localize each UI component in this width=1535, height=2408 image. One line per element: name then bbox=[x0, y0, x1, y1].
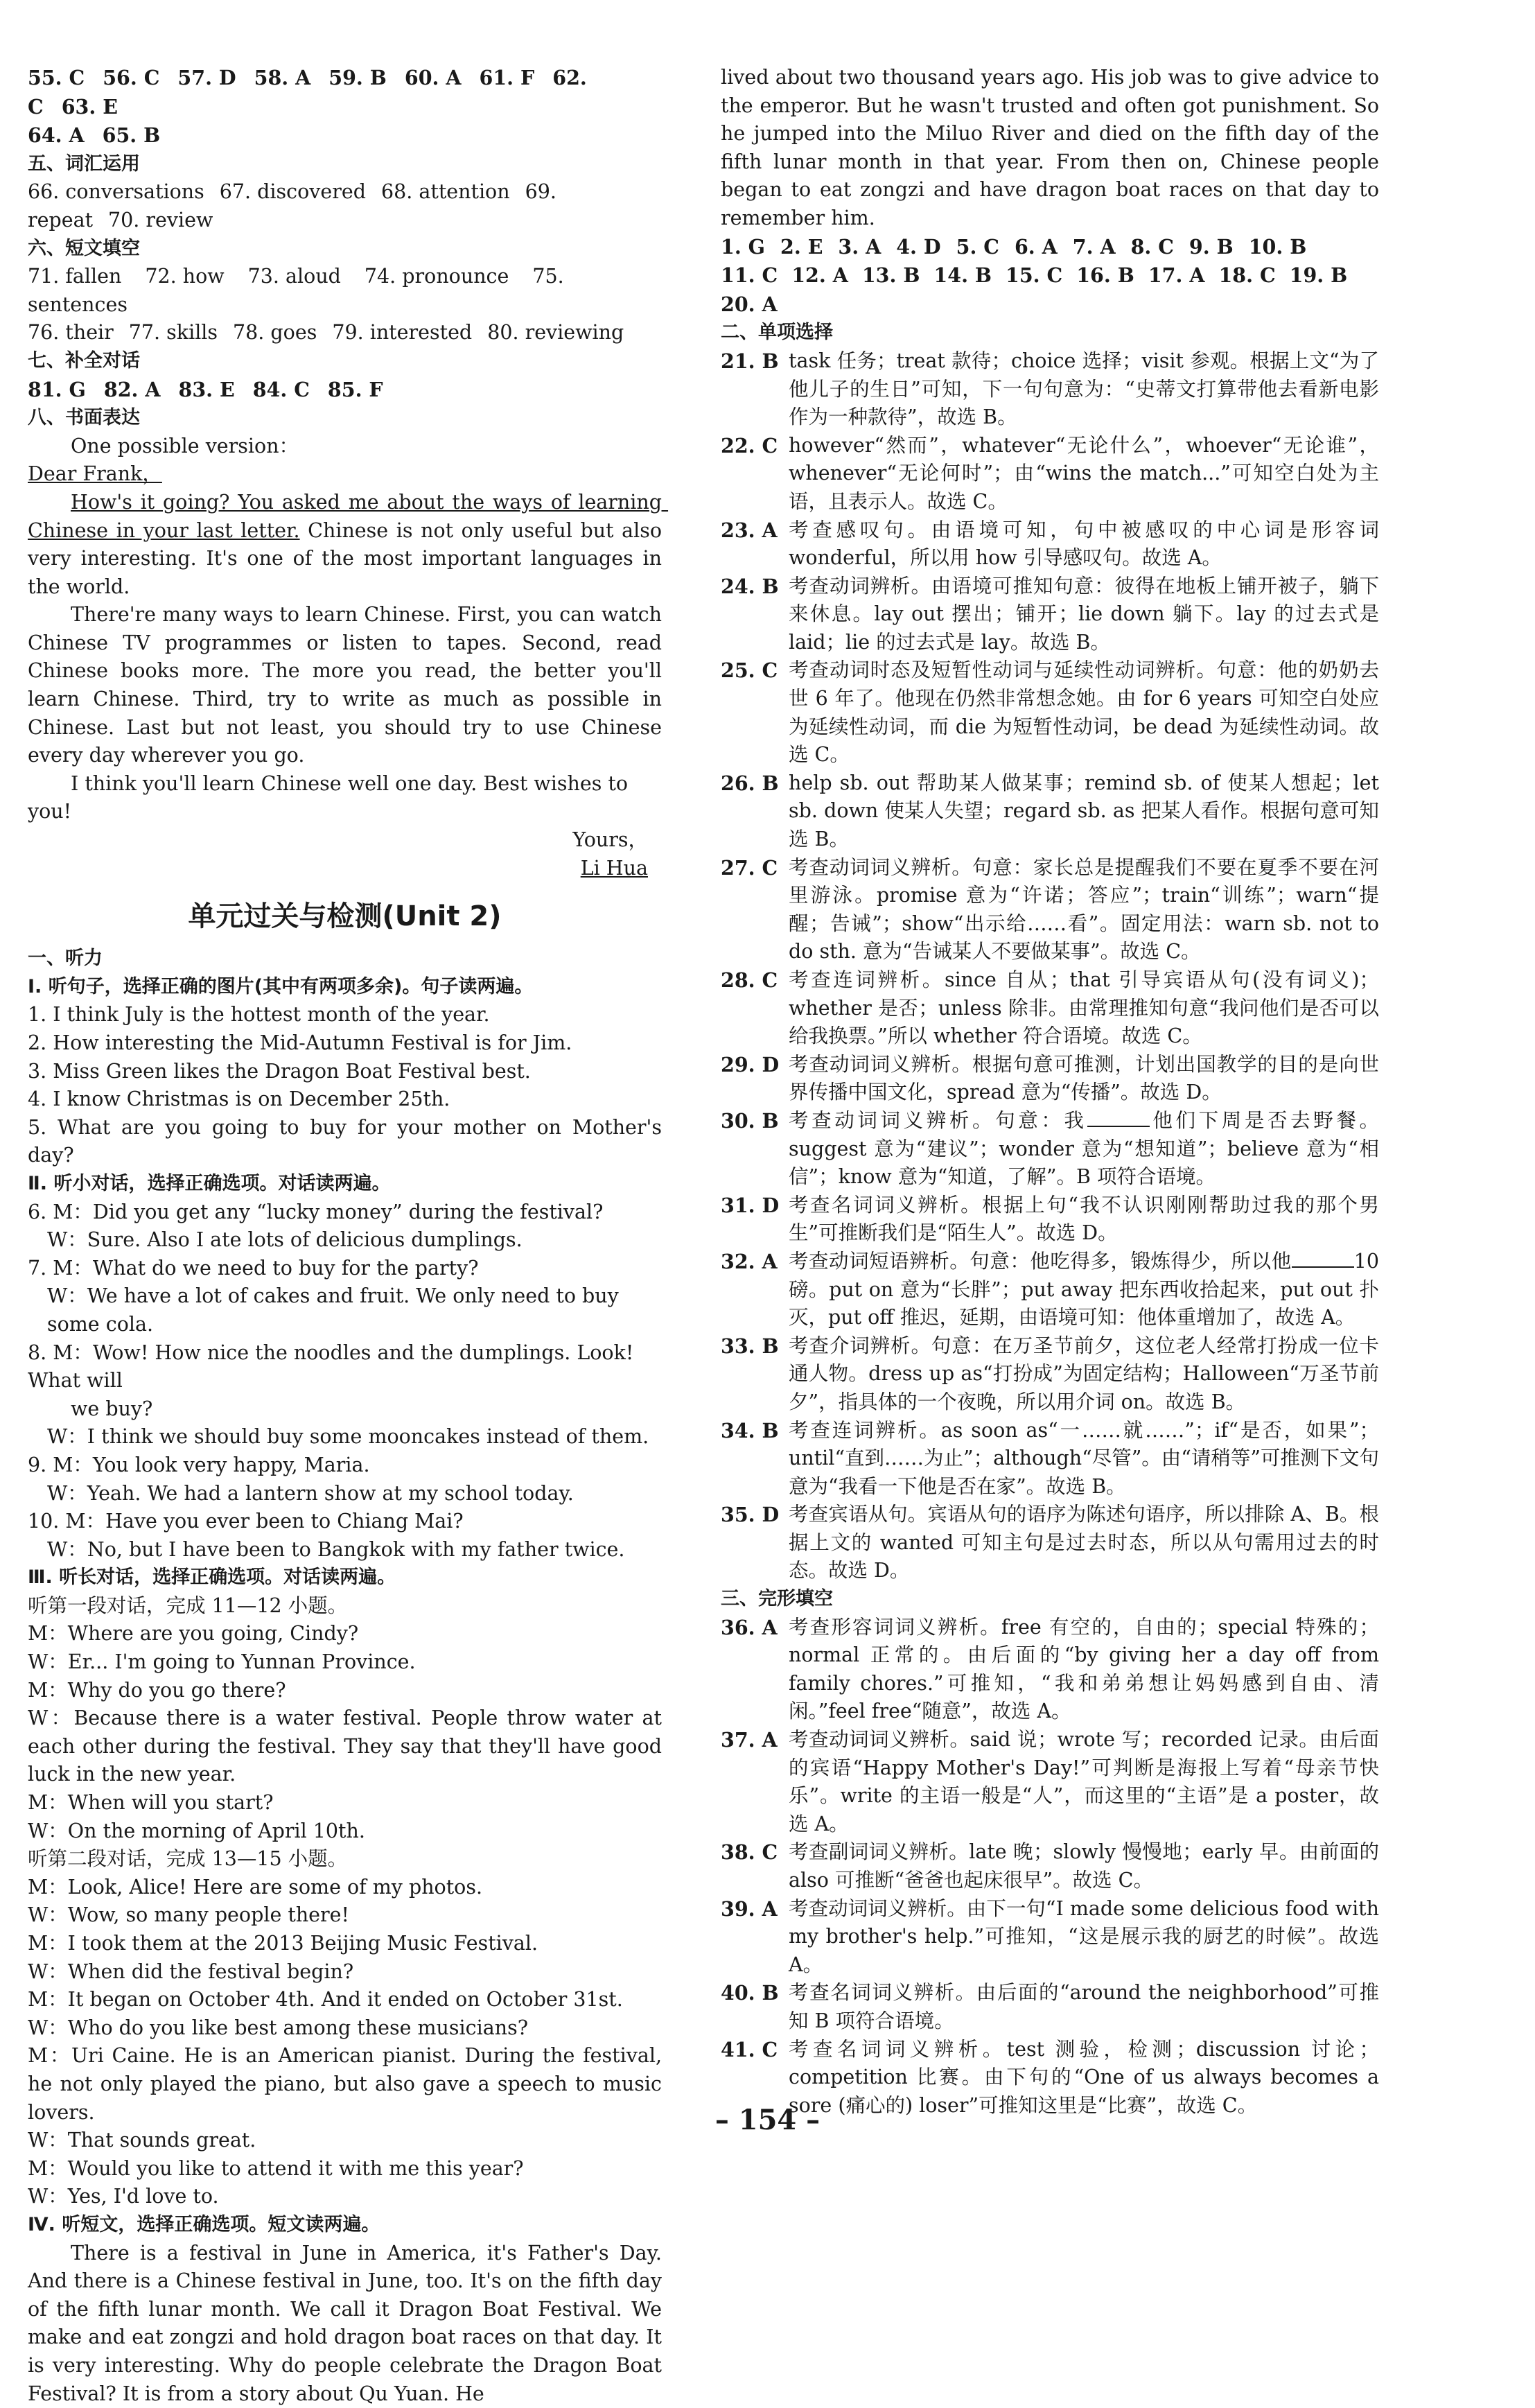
explanation-item bbox=[721, 1838, 1386, 1894]
item-number: 22. C bbox=[721, 433, 778, 457]
item-number: 34. B bbox=[721, 1418, 779, 1442]
answer-item: 84. C bbox=[252, 377, 310, 401]
explanation-list bbox=[721, 1614, 1386, 2120]
dialog-line: W：Because there is a water festival. People throw water at each other during the festival. They say that they'll have good luck in the new year. bbox=[28, 1707, 669, 1786]
answer-row bbox=[28, 64, 662, 121]
item-number: 35. D bbox=[721, 1503, 780, 1527]
item-text: 考查动词时态及短暂性动词与延续性动词辨析。句意：他的奶奶去世 6 年了。他现在仍然非常想念她。由 for 6 years 可知空白处应为延续性动词，而 die 为短暂性动词，be dead 为延续性动词。故选 C。 bbox=[789, 658, 1379, 767]
item-text: 考查动词词义辨析。said 说；wrote 写；recorded 记录。由后面的宾语“Happy Mother's Day!”可判断是海报上写着“母亲节快乐”。write 的主语一般是“人”，而这里的“主语”是 a poster，故选 A。 bbox=[789, 1728, 1379, 1835]
listening-sentence: 1. I think July is the hottest month of the year. bbox=[28, 1003, 490, 1027]
item-number: 25. C bbox=[721, 658, 778, 683]
item-text: task 任务；treat 款待；choice 选择；visit 参观。根据上文“为了他儿子的生日”可知，下一句句意为：“史蒂文打算带他去看新电影作为一种款待”，故选 B。 bbox=[789, 349, 1379, 429]
answer-item: 72. how bbox=[145, 265, 225, 288]
essay-underlined: How's it going? You asked me about the ways of learning Chinese in your last letter. bbox=[28, 490, 669, 542]
essay-signature: Li Hua bbox=[580, 856, 648, 880]
item-number: 39. A bbox=[721, 1896, 778, 1921]
explanation-item bbox=[721, 966, 1379, 1051]
answer-item: 70. review bbox=[108, 208, 213, 232]
answer-row bbox=[28, 376, 662, 405]
item-number: 36. A bbox=[721, 1615, 778, 1639]
section-heading: 二、单项选择 bbox=[721, 322, 833, 344]
explanation-list bbox=[721, 1332, 1379, 1585]
answer-item: 1. G bbox=[721, 234, 766, 259]
item-text: 考查动词词义辨析。句意：家长总是提醒我们不要在夏季不要在河里游泳。promise 意为“许诺；答应”；train“训练”；warn“提醒；告诫”；show“出示给……看”。固定用法：warn sb. not to do sth. 意为“告诫某人不要做某事”。故选 C。 bbox=[789, 855, 1386, 963]
answer-row bbox=[721, 290, 1379, 320]
dialog-intro: 听第二段对话，完成 13—15 小题。 bbox=[28, 1847, 348, 1871]
listening-passage: There is a festival in June in America, it's Father's Day. And there is a Chinese festival in June, too. It's on the fifth day of the fifth lunar month. We call it Dragon Boat Festival. We make and eat zongzi and hold dragon boat races on that day. It is very interesting. Why do people celebrate the Dragon Boat Festival? It is from a story about Qu Yuan. He bbox=[28, 2241, 669, 2405]
part-heading: Ⅱ. 听小对话，选择正确选项。对话读两遍。 bbox=[28, 1172, 391, 1194]
answer-item: 60. A bbox=[404, 66, 462, 89]
item-number: 30. B bbox=[721, 1108, 779, 1133]
item-number: 31. D bbox=[721, 1193, 780, 1217]
item-text-pre: 考查动词短语辨析。句意：他吃得多，锻炼得少，所以他 bbox=[789, 1249, 1292, 1273]
explanation-item bbox=[721, 656, 1379, 769]
explanation-item bbox=[721, 1107, 1379, 1192]
answer-item: 2. E bbox=[780, 234, 823, 259]
part-heading: Ⅲ. 听长对话，选择正确选项。对话读两遍。 bbox=[28, 1567, 396, 1589]
answer-item: 62. C bbox=[28, 66, 594, 119]
explanation-item bbox=[721, 1501, 1379, 1585]
dialog-line: W：I think we should buy some mooncakes instead of them. bbox=[47, 1425, 649, 1449]
answer-item: 16. B bbox=[1076, 263, 1134, 288]
explanation-item bbox=[721, 1192, 1379, 1248]
left-column bbox=[28, 64, 669, 2408]
answer-item: 55. C bbox=[28, 66, 85, 89]
right-column bbox=[721, 64, 1386, 2120]
answer-item: 20. A bbox=[721, 292, 778, 316]
item-text: 考查动词词义辨析。由下一句“I made some delicious food with my brother's help.”可推知，“这是展示我的厨艺的时候”。故选 A。 bbox=[789, 1896, 1386, 1976]
dialog-line: 9. M：You look very happy, Maria. bbox=[28, 1453, 370, 1476]
answer-item: 9. B bbox=[1188, 234, 1234, 259]
item-text: however“然而”，whatever“无论什么”，whoever“无论谁”，whenever“无论何时”；由“wins the match...”可知空白处为主语，且表示人。故选 C。 bbox=[789, 433, 1379, 513]
answer-item: 66. conversations bbox=[28, 180, 204, 204]
answer-item: 12. A bbox=[791, 263, 848, 288]
dialog-line: W：Who do you like best among these musicians? bbox=[28, 2016, 528, 2039]
answer-item: 19. B bbox=[1289, 263, 1348, 288]
answer-item: 83. E bbox=[178, 377, 235, 401]
answer-item: 17. A bbox=[1148, 263, 1205, 288]
item-text: 考查动词辨析。由语境可推知句意：彼得在地板上铺开被子，躺下来休息。lay out 摆出；铺开；lie down 躺下。lay 的过去式是 laid；lie 的过去式是 lay。故选 B。 bbox=[789, 574, 1386, 654]
dialog-line: 8. M：Wow! How nice the noodles and the dumplings. Look! What will bbox=[28, 1341, 640, 1393]
answer-item: 79. interested bbox=[332, 321, 473, 344]
item-number: 26. B bbox=[721, 771, 779, 795]
item-number: 40. B bbox=[721, 1981, 779, 2005]
answer-row bbox=[28, 121, 662, 150]
section-heading: 八、书面表达 bbox=[28, 407, 140, 429]
page-number: – 154 – bbox=[714, 2104, 821, 2136]
explanation-item bbox=[721, 1332, 1379, 1417]
explanation-item bbox=[721, 347, 1379, 432]
item-text: 考查介词辨析。句意：在万圣节前夕，这位老人经常打扮成一位卡通人物。dress up as“打扮成”为固定结构；Halloween“万圣节前夕”，指具体的一个夜晚，所以用介词 on。故选 B。 bbox=[789, 1334, 1379, 1413]
dialog-line: M：Look, Alice! Here are some of my photos. bbox=[28, 1875, 483, 1899]
explanation-item bbox=[721, 854, 1386, 966]
dialog-line: 10. M：Have you ever been to Chiang Mai? bbox=[28, 1510, 464, 1533]
dialog-list bbox=[28, 1198, 662, 1564]
dialog-line: 6. M：Did you get any “lucky money” during the festival? bbox=[28, 1200, 604, 1223]
essay-paragraph: There're many ways to learn Chinese. First, you can watch Chinese TV programmes or listen to tapes. Second, read Chinese books more. The more you read, the better you'll learn Chinese. Third, try to write as much as possible in Chinese. Last but not least, you should try to use Chinese every day wherever you go. bbox=[28, 603, 669, 767]
item-number: 37. A bbox=[721, 1728, 778, 1752]
answer-item: 10. B bbox=[1248, 234, 1307, 259]
dialog-line: W：Er... I'm going to Yunnan Province. bbox=[28, 1650, 416, 1674]
item-text: 考查连词辨析。since 自从；that 引导宾语从句(没有词义)；whether 是否；unless 除非。由常理推知句意“我问他们是否可以给我换票。”所以 whether 符合语境。故选 C。 bbox=[789, 968, 1379, 1048]
answer-item: 73. aloud bbox=[247, 265, 341, 288]
explanation-item bbox=[721, 1895, 1386, 1980]
explanation-item bbox=[721, 1248, 1386, 1332]
item-text: 考查动词词义辨析。根据句意可推测，计划出国教学的目的是向世界传播中国文化，spread 意为“传播”。故选 D。 bbox=[789, 1052, 1379, 1104]
answer-item: 75. sentences bbox=[28, 265, 570, 316]
explanation-item bbox=[721, 1051, 1379, 1107]
dialog-line: M：It began on October 4th. And it ended on October 31st. bbox=[28, 1988, 623, 2012]
answer-item: 18. C bbox=[1218, 263, 1276, 288]
dialog-line: we buy? bbox=[71, 1397, 153, 1420]
answer-item: 4. D bbox=[896, 234, 941, 259]
answer-item: 6. A bbox=[1014, 234, 1058, 259]
explanation-item bbox=[721, 769, 1386, 854]
item-number: 27. C bbox=[721, 855, 778, 880]
item-number: 29. D bbox=[721, 1052, 780, 1076]
answer-blank bbox=[1087, 1126, 1150, 1127]
item-text bbox=[789, 1248, 1386, 1332]
item-text-pre: 考查动词词义辨析。句意：我 bbox=[789, 1108, 1087, 1132]
listening-sentence: 3. Miss Green likes the Dragon Boat Festival best. bbox=[28, 1059, 531, 1083]
listening-sentence: 2. How interesting the Mid-Autumn Festival is for Jim. bbox=[28, 1031, 572, 1054]
item-number: 33. B bbox=[721, 1334, 779, 1358]
part-heading: Ⅰ. 听句子，选择正确的图片(其中有两项多余)。句子读两遍。 bbox=[28, 975, 534, 997]
item-text: 考查宾语从句。宾语从句的语序为陈述句语序，所以排除 A、B。根据上文的 wanted 可知主句是过去时态，所以从句需用过去的时态。故选 D。 bbox=[789, 1503, 1379, 1582]
answer-item: 65. B bbox=[102, 123, 161, 148]
answer-row bbox=[28, 178, 662, 234]
item-text: 考查感叹句。由语境可知，句中被感叹的中心词是形容词 wonderful，所以用 how 引导感叹句。故选 A。 bbox=[789, 518, 1386, 570]
explanation-item bbox=[721, 432, 1379, 516]
sentence-list bbox=[28, 1001, 669, 1170]
explanation-item bbox=[721, 1417, 1379, 1501]
answer-row bbox=[28, 263, 662, 319]
dialog-line: W：Sure. Also I ate lots of delicious dumplings. bbox=[47, 1228, 523, 1252]
dialog-line: W：That sounds great. bbox=[28, 2129, 256, 2152]
section-heading: 三、完形填空 bbox=[721, 1588, 833, 1610]
item-number: 38. C bbox=[721, 1840, 778, 1865]
unit-title: 单元过关与检测(Unit 2) bbox=[188, 900, 502, 933]
item-text bbox=[789, 1107, 1379, 1192]
dialog-line: 7. M：What do we need to buy for the party? bbox=[28, 1256, 479, 1280]
answer-item: 78. goes bbox=[233, 321, 317, 344]
answer-row bbox=[721, 261, 1379, 290]
dialog-line: M：I took them at the 2013 Beijing Music Festival. bbox=[28, 1932, 538, 1955]
item-number: 21. B bbox=[721, 349, 779, 373]
answer-item: 63. E bbox=[61, 94, 118, 119]
item-number: 24. B bbox=[721, 574, 779, 598]
answer-item: 81. G bbox=[28, 377, 86, 401]
explanation-item bbox=[721, 1614, 1386, 1726]
explanation-list bbox=[721, 347, 1386, 1107]
dialog-line: W：When did the festival begin? bbox=[28, 1960, 354, 1983]
dialog-list bbox=[28, 1874, 669, 2211]
item-text: 考查名词词义辨析。由后面的“around the neighborhood”可推知 B 项符合语境。 bbox=[789, 1981, 1379, 2032]
essay-greeting: Dear Frank， bbox=[28, 462, 162, 486]
item-number: 23. A bbox=[721, 518, 778, 542]
answer-item: 56. C bbox=[103, 66, 160, 89]
answer-item: 71. fallen bbox=[28, 265, 122, 288]
answer-item: 7. A bbox=[1072, 234, 1116, 259]
answer-item: 69. repeat bbox=[28, 180, 563, 232]
explanation-item bbox=[721, 573, 1386, 657]
answer-item: 82. A bbox=[103, 377, 161, 401]
dialog-intro: 听第一段对话，完成 11—12 小题。 bbox=[28, 1594, 348, 1617]
answer-item: 11. C bbox=[721, 263, 778, 288]
section-heading: 七、补全对话 bbox=[28, 349, 140, 372]
item-text: help sb. out 帮助某人做某事；remind sb. of 使某人想起；let sb. down 使某人失望；regard sb. as 把某人看作。根据句意可知选 B。 bbox=[789, 771, 1386, 851]
answer-item: 68. attention bbox=[380, 180, 510, 204]
dialog-line: W：Yes, I'd love to. bbox=[28, 2185, 219, 2208]
answer-item: 61. F bbox=[479, 66, 535, 89]
dialog-line: W：We have a lot of cakes and fruit. We only need to buy some cola. bbox=[47, 1284, 625, 1336]
answer-row bbox=[721, 233, 1379, 262]
item-number: 28. C bbox=[721, 968, 778, 992]
answer-item: 8. C bbox=[1130, 234, 1174, 259]
item-text-post: 10 磅。put on 意为“长胖”；put away 把东西收拾起来，put out 扑灭，put off 推迟，延期，由语境可知：他体重增加了，故选 A。 bbox=[789, 1249, 1386, 1329]
answer-item: 57. D bbox=[177, 66, 236, 89]
dialog-line: W：On the morning of April 10th. bbox=[28, 1819, 365, 1842]
item-text: 考查副词词义辨析。late 晚；slowly 慢慢地；early 早。由前面的 also 可推断“爸爸也起床很早”。故选 C。 bbox=[789, 1840, 1386, 1892]
answer-item: 64. A bbox=[28, 123, 85, 148]
listening-passage-cont: lived about two thousand years ago. His job was to give advice to the emperor. But he wasn't trusted and often got punishment. So he jumped into the Miluo River and died on the fifth day of the fifth lunar month in that year. From then on, Chinese people began to eat zongzi and have dragon boat races on that day to remember him. bbox=[721, 66, 1386, 229]
answer-item: 76. their bbox=[28, 321, 114, 344]
essay-closing: Yours， bbox=[572, 828, 648, 852]
item-number: 41. C bbox=[721, 2037, 778, 2061]
dialog-line: W：No, but I have been to Bangkok with my father twice. bbox=[47, 1537, 625, 1561]
answer-item: 74. pronounce bbox=[364, 265, 509, 288]
answer-item: 85. F bbox=[327, 377, 383, 401]
item-text: 考查名词词义辨析。根据上句“我不认识刚刚帮助过我的那个男生”可推断我们是“陌生人”。故选 D。 bbox=[789, 1193, 1379, 1245]
listening-sentence: 5. What are you going to buy for your mother on Mother's day? bbox=[28, 1115, 669, 1167]
dialog-line: M：When will you start? bbox=[28, 1791, 274, 1815]
answer-item: 80. reviewing bbox=[487, 321, 624, 344]
dialog-line: M：Where are you going, Cindy? bbox=[28, 1622, 359, 1646]
explanation-item bbox=[721, 516, 1386, 573]
answer-item: 13. B bbox=[861, 263, 920, 288]
essay-version: One possible version： bbox=[71, 434, 299, 457]
dialog-line: W：Wow, so many people there! bbox=[28, 1903, 349, 1927]
item-number: 32. A bbox=[721, 1249, 778, 1273]
part-heading: Ⅳ. 听短文，选择正确选项。短文读两遍。 bbox=[28, 2213, 380, 2235]
answer-item: 77. skills bbox=[128, 321, 218, 344]
dialog-list bbox=[28, 1620, 669, 1845]
answer-item: 15. C bbox=[1006, 263, 1063, 288]
section-heading: 一、听力 bbox=[28, 948, 103, 970]
dialog-line: M：Why do you go there? bbox=[28, 1678, 286, 1702]
section-heading: 六、短文填空 bbox=[28, 237, 140, 259]
explanation-item bbox=[721, 1979, 1379, 2035]
answer-row bbox=[28, 319, 662, 347]
section-heading: 五、词汇运用 bbox=[28, 152, 140, 175]
answer-blank bbox=[1292, 1266, 1354, 1268]
answer-item: 59. B bbox=[328, 66, 387, 89]
essay-paragraph bbox=[28, 489, 669, 601]
answer-item: 3. A bbox=[838, 234, 881, 259]
item-text: 考查名词词义辨析。test 测验，检测；discussion 讨论；competition 比赛。由下句的“One of us always becomes a sore (痛心的) loser”可推知这里是“比赛”，故选 C。 bbox=[789, 2037, 1386, 2117]
answer-item: 5. C bbox=[956, 234, 999, 259]
essay-paragraph: I think you'll learn Chinese well one day. Best wishes to you! bbox=[28, 771, 635, 823]
item-text: 考查连词辨析。as soon as“一……就……”；if“是否，如果”；until“直到……为止”；although“尽管”。由“请稍等”可推测下文句意为“我看一下他是否在家”。故选 B。 bbox=[789, 1418, 1379, 1498]
listening-sentence: 4. I know Christmas is on December 25th. bbox=[28, 1088, 450, 1111]
answer-item: 14. B bbox=[933, 263, 992, 288]
answer-item: 67. discovered bbox=[219, 180, 366, 204]
essay-text: Chinese is not only useful but also very interesting. It's one of the most important languages in the world. bbox=[28, 518, 669, 598]
explanation-item bbox=[721, 1726, 1379, 1838]
dialog-line: W：Yeah. We had a lantern show at my school today. bbox=[47, 1481, 574, 1505]
dialog-line: M：Uri Caine. He is an American pianist. During the festival, he not only played the piano, but also gave a speech to music lovers. bbox=[28, 2044, 669, 2124]
item-text-post: 他们下周是否去野餐。suggest 意为“建议”；wonder 意为“想知道”；believe 意为“相信”；know 意为“知道，了解”。B 项符合语境。 bbox=[789, 1108, 1379, 1189]
item-text: 考查形容词词义辨析。free 有空的，自由的；special 特殊的；normal 正常的。由后面的“by giving her a day off from family chores.”可推知，“我和弟弟想让妈妈感到自由、清闲。”feel free“随意”，故选 A。 bbox=[789, 1615, 1386, 1723]
dialog-line: M：Would you like to attend it with me this year? bbox=[28, 2156, 524, 2180]
answer-item: 58. A bbox=[254, 66, 311, 89]
